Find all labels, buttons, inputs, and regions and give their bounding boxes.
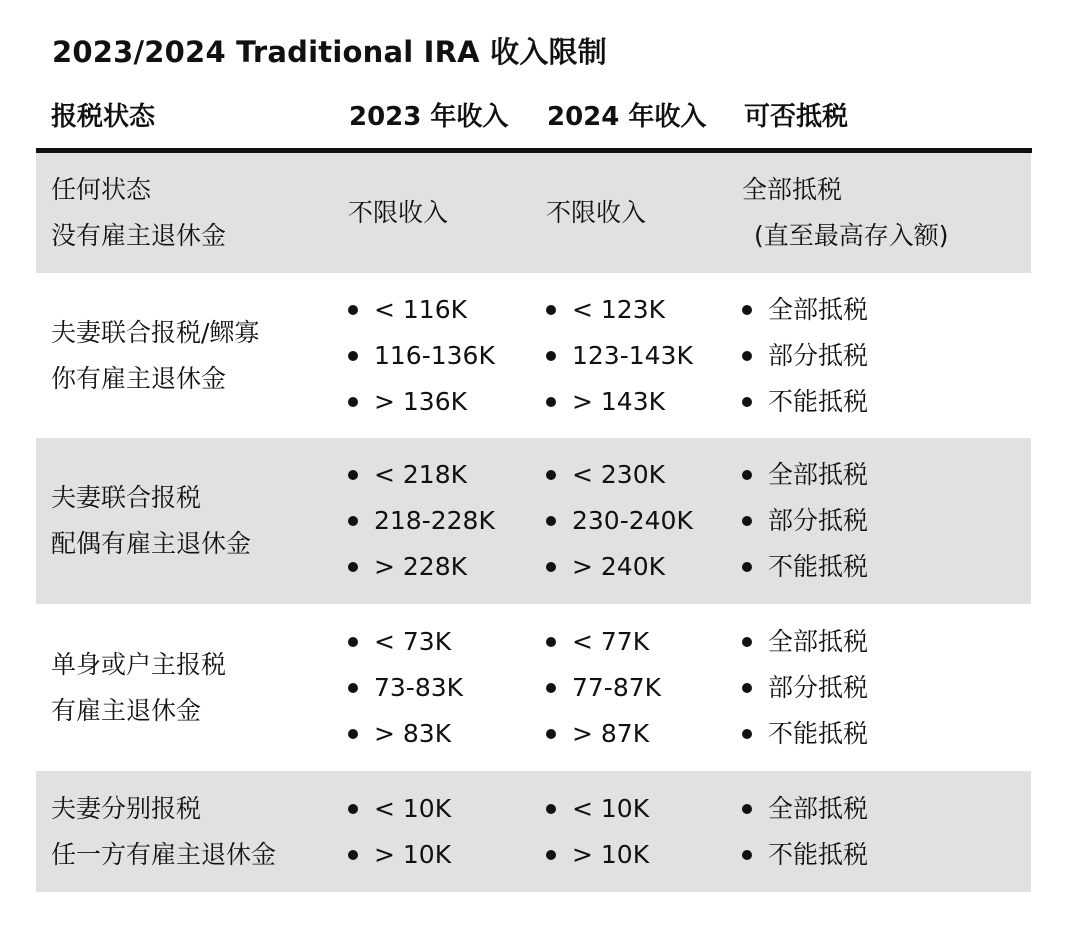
income-2023-list xyxy=(348,786,451,878)
income-2024-list xyxy=(546,452,693,590)
header-income-2024: 2024 年收入 xyxy=(547,102,707,132)
list-item: 不能抵税 xyxy=(742,711,868,757)
filing-status-cell xyxy=(51,167,226,259)
list-item: > 143K xyxy=(546,379,693,425)
table-body xyxy=(36,153,1031,892)
list-item: 116-136K xyxy=(348,333,495,379)
filing-status-line: 没有雇主退休金 xyxy=(51,221,227,250)
filing-status-line: 任一方有雇主退休金 xyxy=(51,839,277,869)
list-item: > 240K xyxy=(546,544,693,590)
income-2023-list xyxy=(348,452,495,590)
deduction-list xyxy=(742,619,868,757)
page-title: 2023/2024 Traditional IRA 收入限制 xyxy=(52,35,607,69)
list-item: 77-87K xyxy=(546,665,661,711)
deduction-list xyxy=(742,287,868,425)
list-item: 73-83K xyxy=(348,665,463,711)
list-item: < 123K xyxy=(546,287,693,333)
list-item: < 230K xyxy=(546,452,693,498)
income-2024-list xyxy=(546,619,661,757)
list-item: < 10K xyxy=(348,786,451,832)
header-income-2023: 2023 年收入 xyxy=(349,102,509,132)
list-item: 不能抵税 xyxy=(742,379,868,425)
table-row xyxy=(36,438,1031,604)
table-row xyxy=(36,153,1031,273)
list-item: > 228K xyxy=(348,544,495,590)
table-row xyxy=(36,771,1031,892)
filing-status-line: 有雇主退休金 xyxy=(51,695,202,725)
list-item: 全部抵税 xyxy=(742,619,868,665)
list-item: < 116K xyxy=(348,287,495,333)
filing-status-line: 配偶有雇主退休金 xyxy=(51,529,252,558)
filing-status-cell xyxy=(51,642,226,734)
list-item: 不能抵税 xyxy=(742,544,868,590)
list-item: 全部抵税 xyxy=(742,287,868,333)
filing-status-cell xyxy=(51,786,276,878)
deduction-line: 全部抵税 xyxy=(742,175,843,204)
income-2023-list xyxy=(348,287,495,425)
list-item: 230-240K xyxy=(546,498,693,544)
filing-status-line: 单身或户主报税 xyxy=(51,649,227,679)
income-2023-list xyxy=(348,619,463,757)
list-item: 部分抵税 xyxy=(742,333,868,379)
income-2024-list xyxy=(546,287,693,425)
list-item: > 83K xyxy=(348,711,463,757)
deduction-list xyxy=(742,452,868,590)
header-filing-status: 报税状态 xyxy=(51,102,156,132)
filing-status-cell xyxy=(51,310,259,402)
list-item: < 218K xyxy=(348,452,495,498)
list-item: 部分抵税 xyxy=(742,665,868,711)
list-item: 全部抵税 xyxy=(742,786,868,832)
header-deductible: 可否抵税 xyxy=(744,102,849,132)
list-item: 218-228K xyxy=(348,498,495,544)
deduction-list xyxy=(742,786,868,878)
list-item: 123-143K xyxy=(546,333,693,379)
filing-status-cell xyxy=(51,475,251,567)
list-item: > 10K xyxy=(348,832,451,878)
list-item: < 10K xyxy=(546,786,649,832)
filing-status-line: 你有雇主退休金 xyxy=(51,363,227,393)
income-2024-cell: 不限收入 xyxy=(546,198,647,227)
filing-status-line: 夫妻分别报税 xyxy=(51,793,202,823)
list-item: 部分抵税 xyxy=(742,498,868,544)
filing-status-line: 夫妻联合报税 xyxy=(51,483,202,512)
table-header xyxy=(36,86,1031,146)
list-item: < 77K xyxy=(546,619,661,665)
deduction-note: (直至最高存入额) xyxy=(754,221,949,250)
list-item: < 73K xyxy=(348,619,463,665)
list-item: 不能抵税 xyxy=(742,832,868,878)
table-row xyxy=(36,604,1031,771)
income-2023-cell: 不限收入 xyxy=(348,198,449,227)
list-item: > 87K xyxy=(546,711,661,757)
deduction-cell xyxy=(742,167,949,259)
filing-status-line: 任何状态 xyxy=(51,175,152,204)
table-row xyxy=(36,273,1031,438)
list-item: > 136K xyxy=(348,379,495,425)
filing-status-line: 夫妻联合报税/鳏寡 xyxy=(51,317,260,347)
list-item: > 10K xyxy=(546,832,649,878)
income-2024-list xyxy=(546,786,649,878)
list-item: 全部抵税 xyxy=(742,452,868,498)
